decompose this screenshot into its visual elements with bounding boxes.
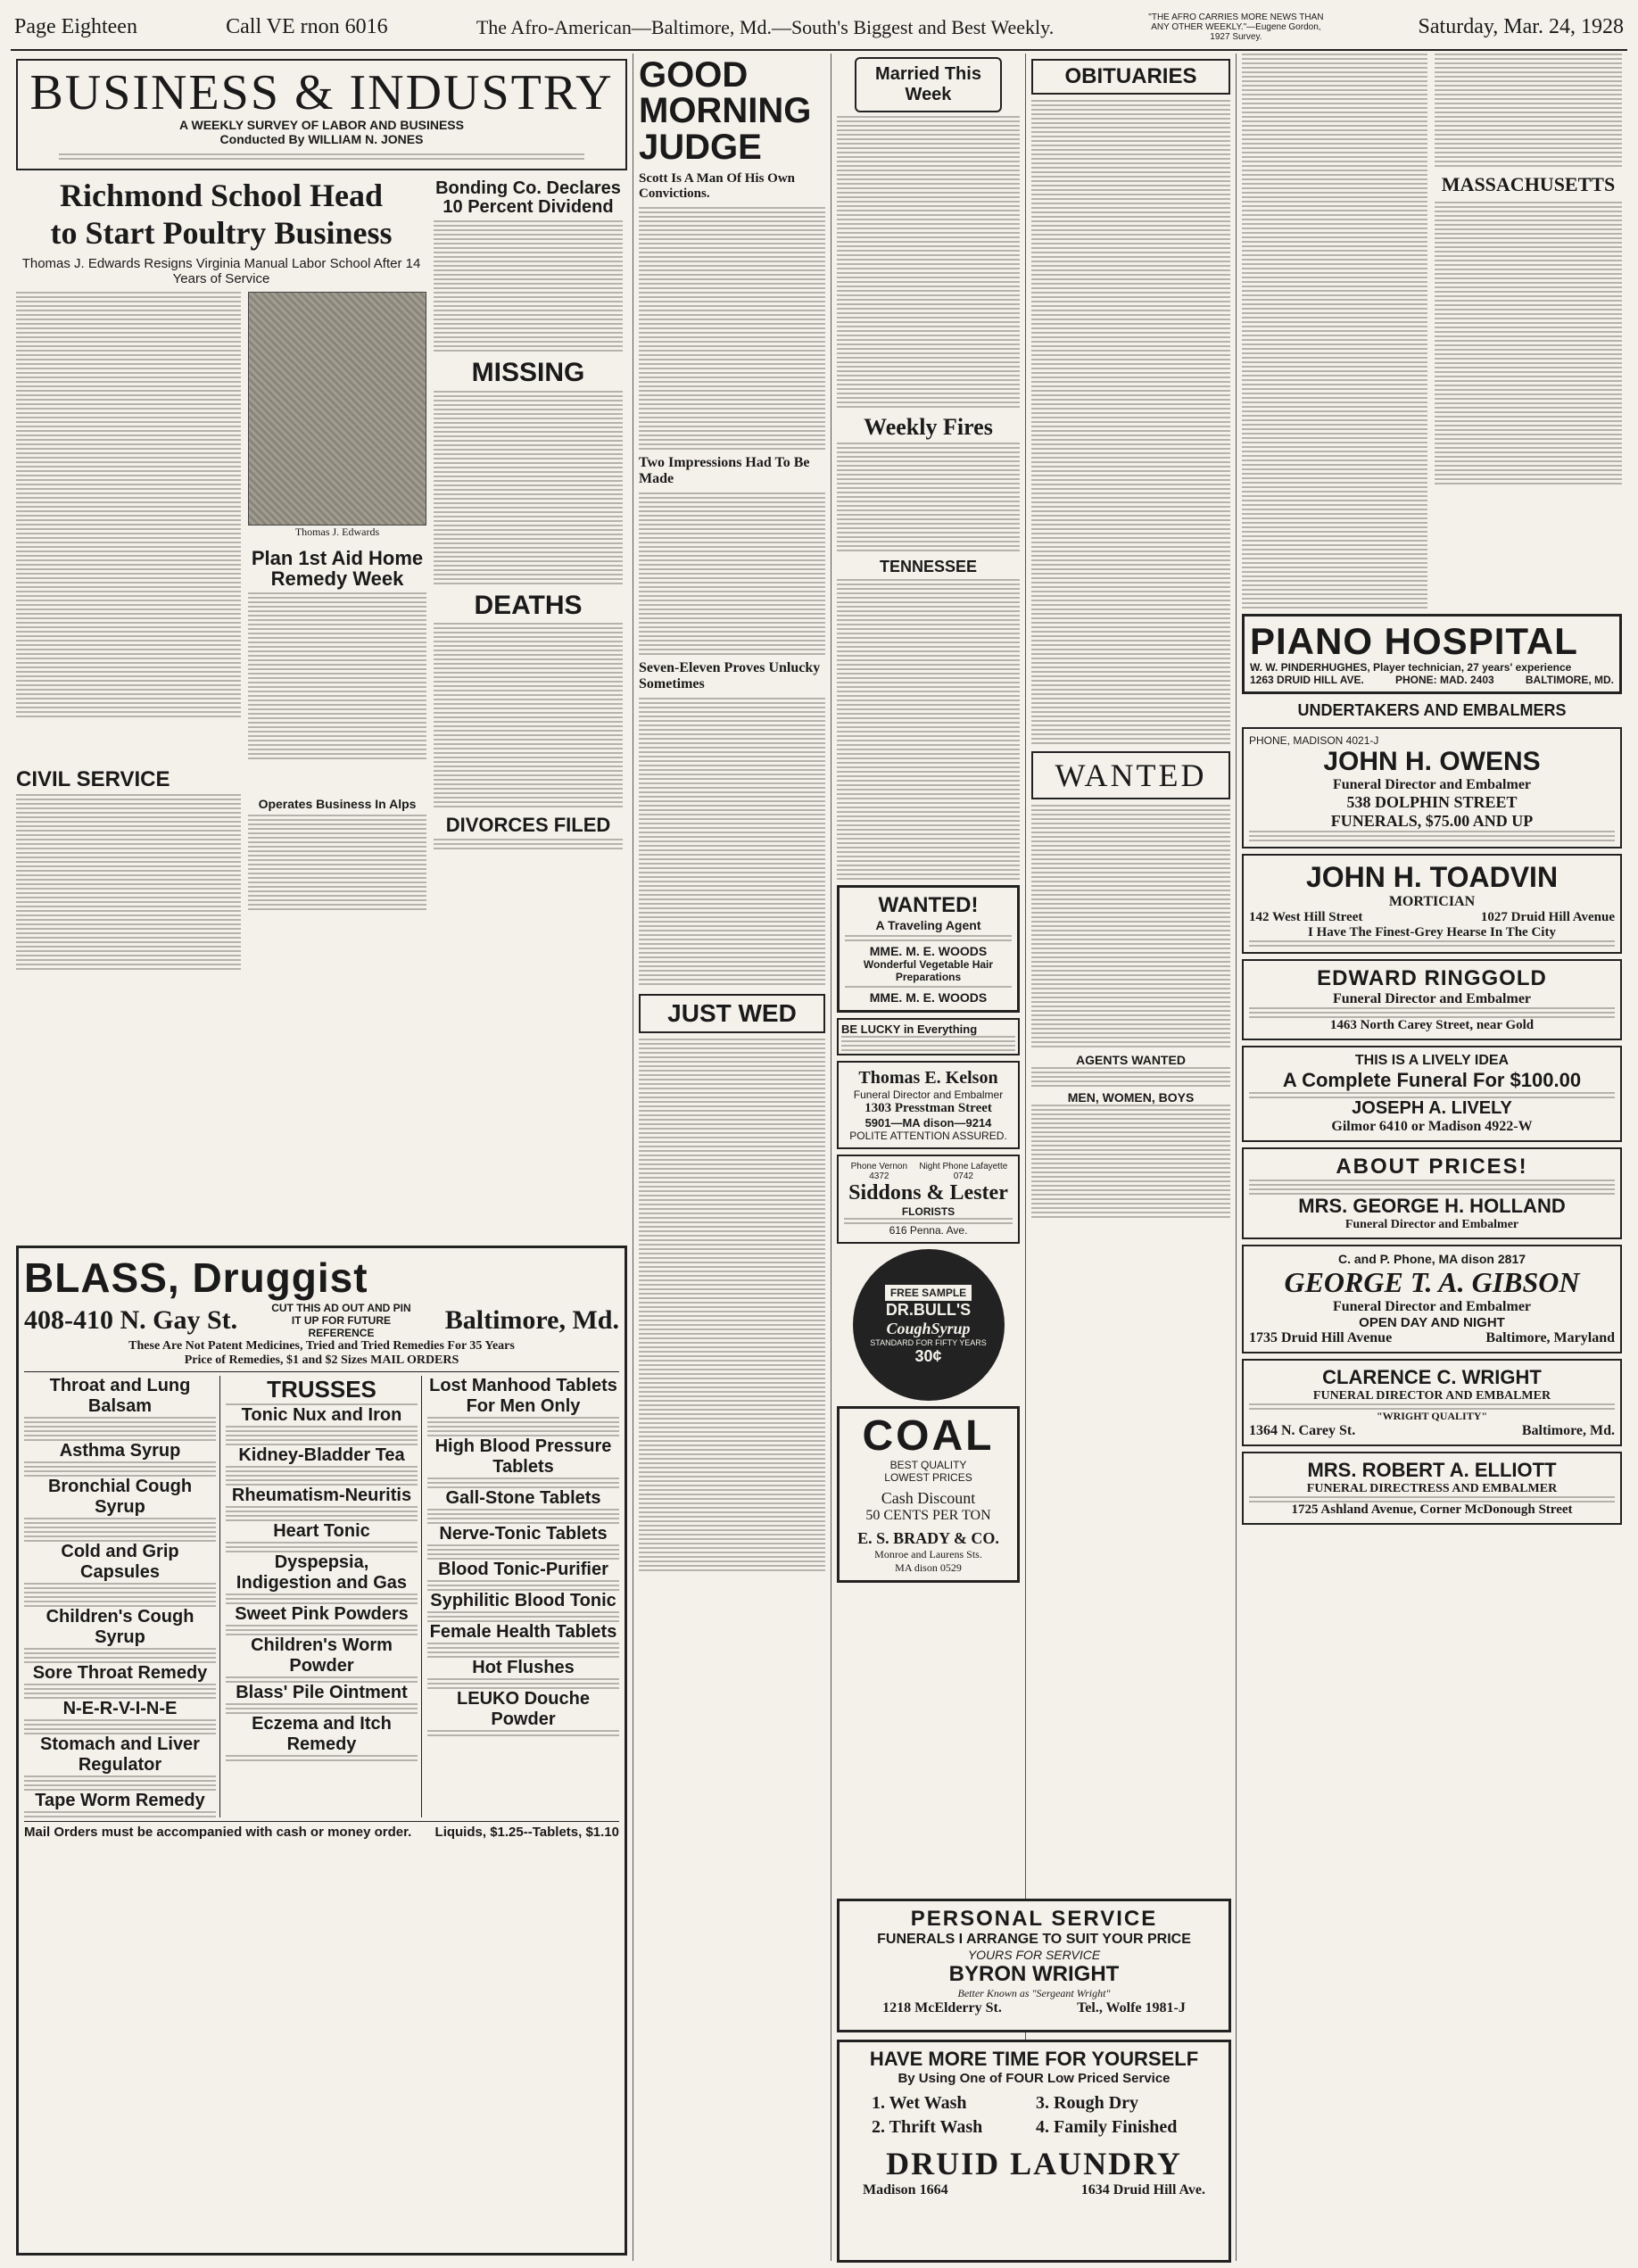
coal-prices: LOWEST PRICES: [884, 1471, 972, 1485]
remedy-16: Sweet Pink Powders: [235, 1604, 409, 1624]
wanted-box: [1031, 751, 1230, 799]
owens-addr: 538 DOLPHIN STREET: [1346, 793, 1518, 811]
laundry-s2: 2. Thrift Wash: [872, 2117, 983, 2137]
personal-addr: 1218 McElderry St.: [882, 2000, 1002, 2016]
remedy-5: Children's Cough Syrup: [46, 1607, 194, 1647]
toadvin-name: JOHN H. TOADVIN: [1305, 861, 1559, 893]
bull-slogan: STANDARD FOR FIFTY YEARS: [870, 1337, 987, 1347]
agents-men: MEN, WOMEN, BOYS: [1067, 1090, 1195, 1105]
siddons-role: FLORISTS: [901, 1205, 956, 1219]
kelson-ad: [837, 1061, 1020, 1149]
woods-ad: [837, 885, 1020, 1013]
gibson-addr: 1735 Druid Hill Avenue: [1249, 1330, 1393, 1345]
bull-ad: [853, 1249, 1005, 1401]
personal-h3: YOURS FOR SERVICE: [967, 1948, 1101, 1962]
bonding-headline: Bonding Co. Declares 10 Percent Dividend: [435, 178, 621, 217]
piano-addr: 1263 DRUID HILL AVE.: [1250, 674, 1364, 686]
cwright-ad: [1242, 1359, 1622, 1446]
judge-title-2: MORNING: [639, 91, 812, 130]
masthead-quote: "THE AFRO CARRIES MORE NEWS THAN ANY OTHER WEEKLY."—Eugene Gordon, 1927 Survey.: [1148, 12, 1324, 42]
remedy-9: Tape Worm Remedy: [35, 1791, 205, 1810]
lively-offer: A Complete Funeral For $100.00: [1282, 1069, 1582, 1091]
piano-phone: PHONE: MAD. 2403: [1395, 674, 1494, 686]
coal-phone: MA dison 0529: [895, 1561, 962, 1575]
gibson-phone: C. and P. Phone, MA dison 2817: [1337, 1252, 1526, 1266]
woods-name: MME. M. E. WOODS: [869, 944, 988, 959]
fires-headline: Weekly Fires: [864, 414, 993, 440]
gibson-hours: OPEN DAY AND NIGHT: [1359, 1315, 1505, 1330]
richmond-headline-2: to Start Poultry Business: [50, 214, 393, 251]
piano-city: BALTIMORE, MD.: [1525, 674, 1614, 686]
richmond-headline-1: Richmond School Head: [59, 178, 384, 213]
lucky-ad: [837, 1018, 1020, 1055]
elliott-ad: [1242, 1452, 1622, 1525]
blass-city: Baltimore, Md.: [444, 1305, 619, 1335]
firstaid-headline: Plan 1st Aid Home Remedy Week: [251, 546, 424, 590]
remedy-18: Blass' Pile Ointment: [236, 1683, 408, 1702]
personal-h2: FUNERALS I ARRANGE TO SUIT YOUR PRICE: [877, 1932, 1191, 1947]
paper-name: The Afro-American—Baltimore, Md.—South's Biggest and Best Weekly.: [476, 15, 1055, 38]
remedy-24: Blood Tonic-Purifier: [438, 1560, 608, 1579]
siddons-day: Phone Vernon 4372: [850, 1162, 908, 1182]
elliott-role: FUNERAL DIRECTRESS AND EMBALMER: [1306, 1482, 1558, 1495]
coal-name: E. S. BRADY & CO.: [857, 1529, 999, 1548]
blass-prices: Price of Remedies, $1 and $2 Sizes MAIL ORDERS: [184, 1353, 459, 1367]
just-wed-box: [639, 994, 825, 1033]
undertakers-column: [1237, 54, 1627, 2261]
divorces-headline: DIVORCES FILED: [445, 814, 611, 836]
laundry-s3: 3. Rough Dry: [1036, 2093, 1139, 2113]
judge-h2: Two Impressions Had To Be Made: [639, 455, 810, 486]
undertakers-headline: UNDERTAKERS AND EMBALMERS: [1297, 701, 1567, 719]
laundry-headline: HAVE MORE TIME FOR YOURSELF: [869, 2048, 1199, 2070]
owens-role: Funeral Director and Embalmer: [1332, 777, 1532, 792]
holland-role: Funeral Director and Embalmer: [1344, 1218, 1519, 1231]
business-banner: [16, 59, 627, 170]
blass-liquids: Liquids, $1.25--Tablets, $1.10: [434, 1825, 619, 1840]
toadvin-a2: 1027 Druid Hill Avenue: [1480, 910, 1615, 924]
cwright-slogan: "WRIGHT QUALITY": [1376, 1410, 1488, 1422]
elliott-name: MRS. ROBERT A. ELLIOTT: [1307, 1459, 1557, 1481]
remedy-21: High Blood Pressure Tablets: [434, 1436, 612, 1477]
laundry-s1: 1. Wet Wash: [872, 2093, 967, 2113]
gibson-city: Baltimore, Maryland: [1485, 1330, 1615, 1345]
blass-tag: These Are Not Patent Medicines, Tried and Tried Remedies For 35 Years: [128, 1339, 515, 1353]
remedy-7: N-E-R-V-I-N-E: [62, 1699, 178, 1718]
kelson-note: POLITE ATTENTION ASSURED.: [849, 1130, 1007, 1143]
prices-headline: ABOUT PRICES!: [1336, 1155, 1528, 1179]
remedy-15: Dyspepsia, Indigestion and Gas: [236, 1552, 408, 1593]
blass-footer: Mail Orders must be accompanied with cash or money order.: [24, 1825, 412, 1840]
kelson-role: Funeral Director and Embalmer: [853, 1088, 1004, 1102]
cwright-name: CLARENCE C. WRIGHT: [1322, 1366, 1542, 1388]
gibson-ad: [1242, 1245, 1622, 1353]
bull-name: DR.BULL'S: [885, 1300, 972, 1319]
remedy-col-3: [427, 1376, 619, 1817]
lucky-headline: BE LUCKY in Everything: [841, 1022, 978, 1037]
lively-headline: THIS IS A LIVELY IDEA: [1354, 1053, 1510, 1068]
remedy-20: Lost Manhood Tablets For Men Only: [429, 1376, 617, 1416]
elliott-addr: 1725 Ashland Avenue, Corner McDonough Street: [1291, 1502, 1573, 1517]
remedy-28: LEUKO Douche Powder: [457, 1689, 590, 1729]
toadvin-a1: 142 West Hill Street: [1249, 910, 1363, 924]
judge-h1: Scott Is A Man Of His Own Convictions.: [639, 171, 796, 201]
owens-price: FUNERALS, $75.00 AND UP: [1330, 812, 1534, 830]
obits-box: [1031, 59, 1230, 95]
remedy-23: Nerve-Tonic Tablets: [439, 1524, 608, 1544]
judge-column: [633, 54, 831, 2261]
coal-quality: BEST QUALITY: [889, 1459, 967, 1472]
business-section: [11, 54, 633, 2261]
kelson-name: Thomas E. Kelson: [858, 1068, 998, 1088]
judge-h3: Seven-Eleven Proves Unlucky Sometimes: [639, 660, 821, 691]
remedy-22: Gall-Stone Tablets: [445, 1488, 601, 1508]
remedy-10: TRUSSES: [267, 1376, 376, 1403]
siddons-name: Siddons & Lester: [848, 1181, 1008, 1205]
business-byline: Conducted By WILLIAM N. JONES: [219, 132, 424, 146]
toadvin-ad: [1242, 854, 1622, 954]
blass-ad: [16, 1246, 627, 2256]
toadvin-slogan: I Have The Finest-Grey Hearse In The City: [1308, 925, 1556, 939]
deaths-headline: DEATHS: [474, 590, 583, 620]
married-banner: Married This Week: [855, 57, 1002, 112]
owens-phone: PHONE, MADISON 4021-J: [1249, 734, 1379, 747]
coal-cents: 50 CENTS PER TON: [865, 1508, 991, 1524]
piano-ad: [1242, 614, 1622, 694]
remedy-1: Throat and Lung Balsam: [49, 1376, 191, 1416]
richmond-deck: Thomas J. Edwards Resigns Virginia Manual Labor School After 14 Years of Service: [21, 255, 421, 286]
personal-tel: Tel., Wolfe 1981-J: [1077, 2000, 1186, 2016]
laundry-ad: [837, 2040, 1231, 2263]
civil-headline: CIVIL SERVICE: [16, 766, 170, 791]
lively-ad: [1242, 1046, 1622, 1142]
toadvin-role: MORTICIAN: [1388, 894, 1476, 909]
siddons-addr: 616 Penna. Ave.: [889, 1224, 968, 1237]
blass-address: 408-410 N. Gay St.: [24, 1305, 238, 1335]
edwards-caption: Thomas J. Edwards: [294, 525, 380, 538]
laundry-addr: 1634 Druid Hill Ave.: [1080, 2182, 1205, 2198]
bull-product: CoughSyrup: [886, 1319, 971, 1337]
remedy-27: Hot Flushes: [472, 1658, 575, 1677]
owens-ad: [1242, 727, 1622, 848]
page-number: Page Eighteen: [14, 15, 137, 38]
remedy-13: Rheumatism-Neuritis: [231, 1486, 412, 1505]
remedy-26: Female Health Tablets: [429, 1622, 617, 1642]
cwright-city: Baltimore, Md.: [1521, 1423, 1615, 1438]
blass-title: BLASS, Druggist: [24, 1254, 368, 1301]
blass-cut: CUT THIS AD OUT AND PIN IT UP FOR FUTURE REFERENCE: [271, 1302, 411, 1339]
coal-discount: Cash Discount: [881, 1489, 976, 1508]
gibson-role: Funeral Director and Embalmer: [1332, 1299, 1532, 1314]
piano-sub: W. W. PINDERHUGHES, Player technician, 27 years' experience: [1250, 661, 1572, 674]
cwright-addr: 1364 N. Carey St.: [1249, 1423, 1356, 1438]
tennessee-headline: TENNESSEE: [879, 558, 978, 576]
remedy-19: Eczema and Itch Remedy: [252, 1714, 392, 1754]
laundry-name: DRUID LAUNDRY: [886, 2146, 1182, 2181]
obits-headline: OBITUARIES: [1064, 64, 1197, 88]
missing-headline: MISSING: [471, 358, 585, 387]
just-wed-headline: JUST WED: [667, 999, 797, 1027]
piano-title: PIANO HOSPITAL: [1250, 620, 1578, 662]
siddons-ad: [837, 1155, 1020, 1244]
personal-headline: PERSONAL SERVICE: [910, 1907, 1158, 1931]
woods-product: Wonderful Vegetable Hair Preparations: [863, 958, 994, 984]
remedy-col-2: [226, 1376, 422, 1817]
woods-headline: WANTED!: [878, 893, 979, 918]
kelson-phone: 5901—MA dison—9214: [864, 1116, 992, 1130]
holland-ad: [1242, 1147, 1622, 1239]
judge-title-1: GOOD: [639, 55, 749, 95]
agents-headline: AGENTS WANTED: [1076, 1053, 1186, 1067]
laundry-phone: Madison 1664: [863, 2182, 948, 2198]
business-subtitle: A WEEKLY SURVEY OF LABOR AND BUSINESS: [179, 118, 464, 132]
kelson-addr: 1303 Presstman Street: [864, 1101, 992, 1116]
bonding-column: [434, 176, 623, 970]
remedy-25: Syphilitic Blood Tonic: [430, 1591, 616, 1610]
lively-phone: Gilmor 6410 or Madison 4922-W: [1331, 1119, 1533, 1134]
masthead: [11, 7, 1627, 51]
ringgold-addr: 1463 North Carey Street, near Gold: [1329, 1018, 1535, 1032]
holland-name: MRS. GEORGE H. HOLLAND: [1298, 1195, 1566, 1217]
remedy-8: Stomach and Liver Regulator: [40, 1734, 200, 1775]
edwards-photo: [248, 292, 426, 526]
gibson-name: GEORGE T. A. GIBSON: [1284, 1266, 1580, 1298]
laundry-s4: 4. Family Finished: [1036, 2117, 1178, 2137]
mass-headline: MASSACHUSETTS: [1441, 173, 1616, 195]
business-title: BUSINESS & INDUSTRY: [29, 65, 614, 120]
richmond-story: [16, 176, 426, 970]
remedy-3: Bronchial Cough Syrup: [47, 1477, 193, 1517]
laundry-sub: By Using One of FOUR Low Priced Service: [898, 2071, 1171, 2086]
personal-name: BYRON WRIGHT: [948, 1962, 1120, 1986]
coal-ad: [837, 1406, 1020, 1583]
alps-headline: Operates Business In Alps: [258, 796, 417, 811]
issue-date: Saturday, Mar. 24, 1928: [1418, 15, 1624, 38]
woods-sub: A Traveling Agent: [875, 918, 981, 933]
bull-free: FREE SAMPLE: [885, 1285, 972, 1301]
remedy-11: Tonic Nux and Iron: [241, 1405, 402, 1425]
wanted-headline: WANTED: [1055, 757, 1207, 793]
bull-price: 30¢: [914, 1346, 942, 1365]
ringgold-ad: [1242, 959, 1622, 1040]
judge-title-3: JUDGE: [639, 128, 762, 167]
remedy-6: Sore Throat Remedy: [32, 1663, 208, 1683]
ringgold-role: Funeral Director and Embalmer: [1332, 991, 1532, 1006]
remedy-12: Kidney-Bladder Tea: [238, 1445, 405, 1465]
personal-service-ad: [837, 1899, 1231, 2032]
remedy-2: Asthma Syrup: [59, 1441, 181, 1461]
personal-aka: Better Known as "Sergeant Wright": [957, 1987, 1111, 1999]
remedy-17: Children's Worm Powder: [251, 1635, 393, 1676]
phone-line: Call VE rnon 6016: [226, 15, 388, 38]
owens-name: JOHN H. OWENS: [1323, 747, 1541, 776]
coal-title: COAL: [862, 1412, 995, 1461]
remedy-4: Cold and Grip Capsules: [61, 1542, 179, 1582]
remedy-col-1: [24, 1376, 220, 1817]
lively-name: JOSEPH A. LIVELY: [1352, 1098, 1512, 1118]
remedy-14: Heart Tonic: [273, 1521, 370, 1541]
ringgold-name: EDWARD RINGGOLD: [1317, 966, 1547, 990]
coal-addr: Monroe and Laurens Sts.: [874, 1548, 982, 1561]
siddons-night: Night Phone Lafayette 0742: [919, 1162, 1008, 1182]
cwright-role: FUNERAL DIRECTOR AND EMBALMER: [1312, 1389, 1551, 1403]
woods-footer: MME. M. E. WOODS: [869, 990, 988, 1006]
